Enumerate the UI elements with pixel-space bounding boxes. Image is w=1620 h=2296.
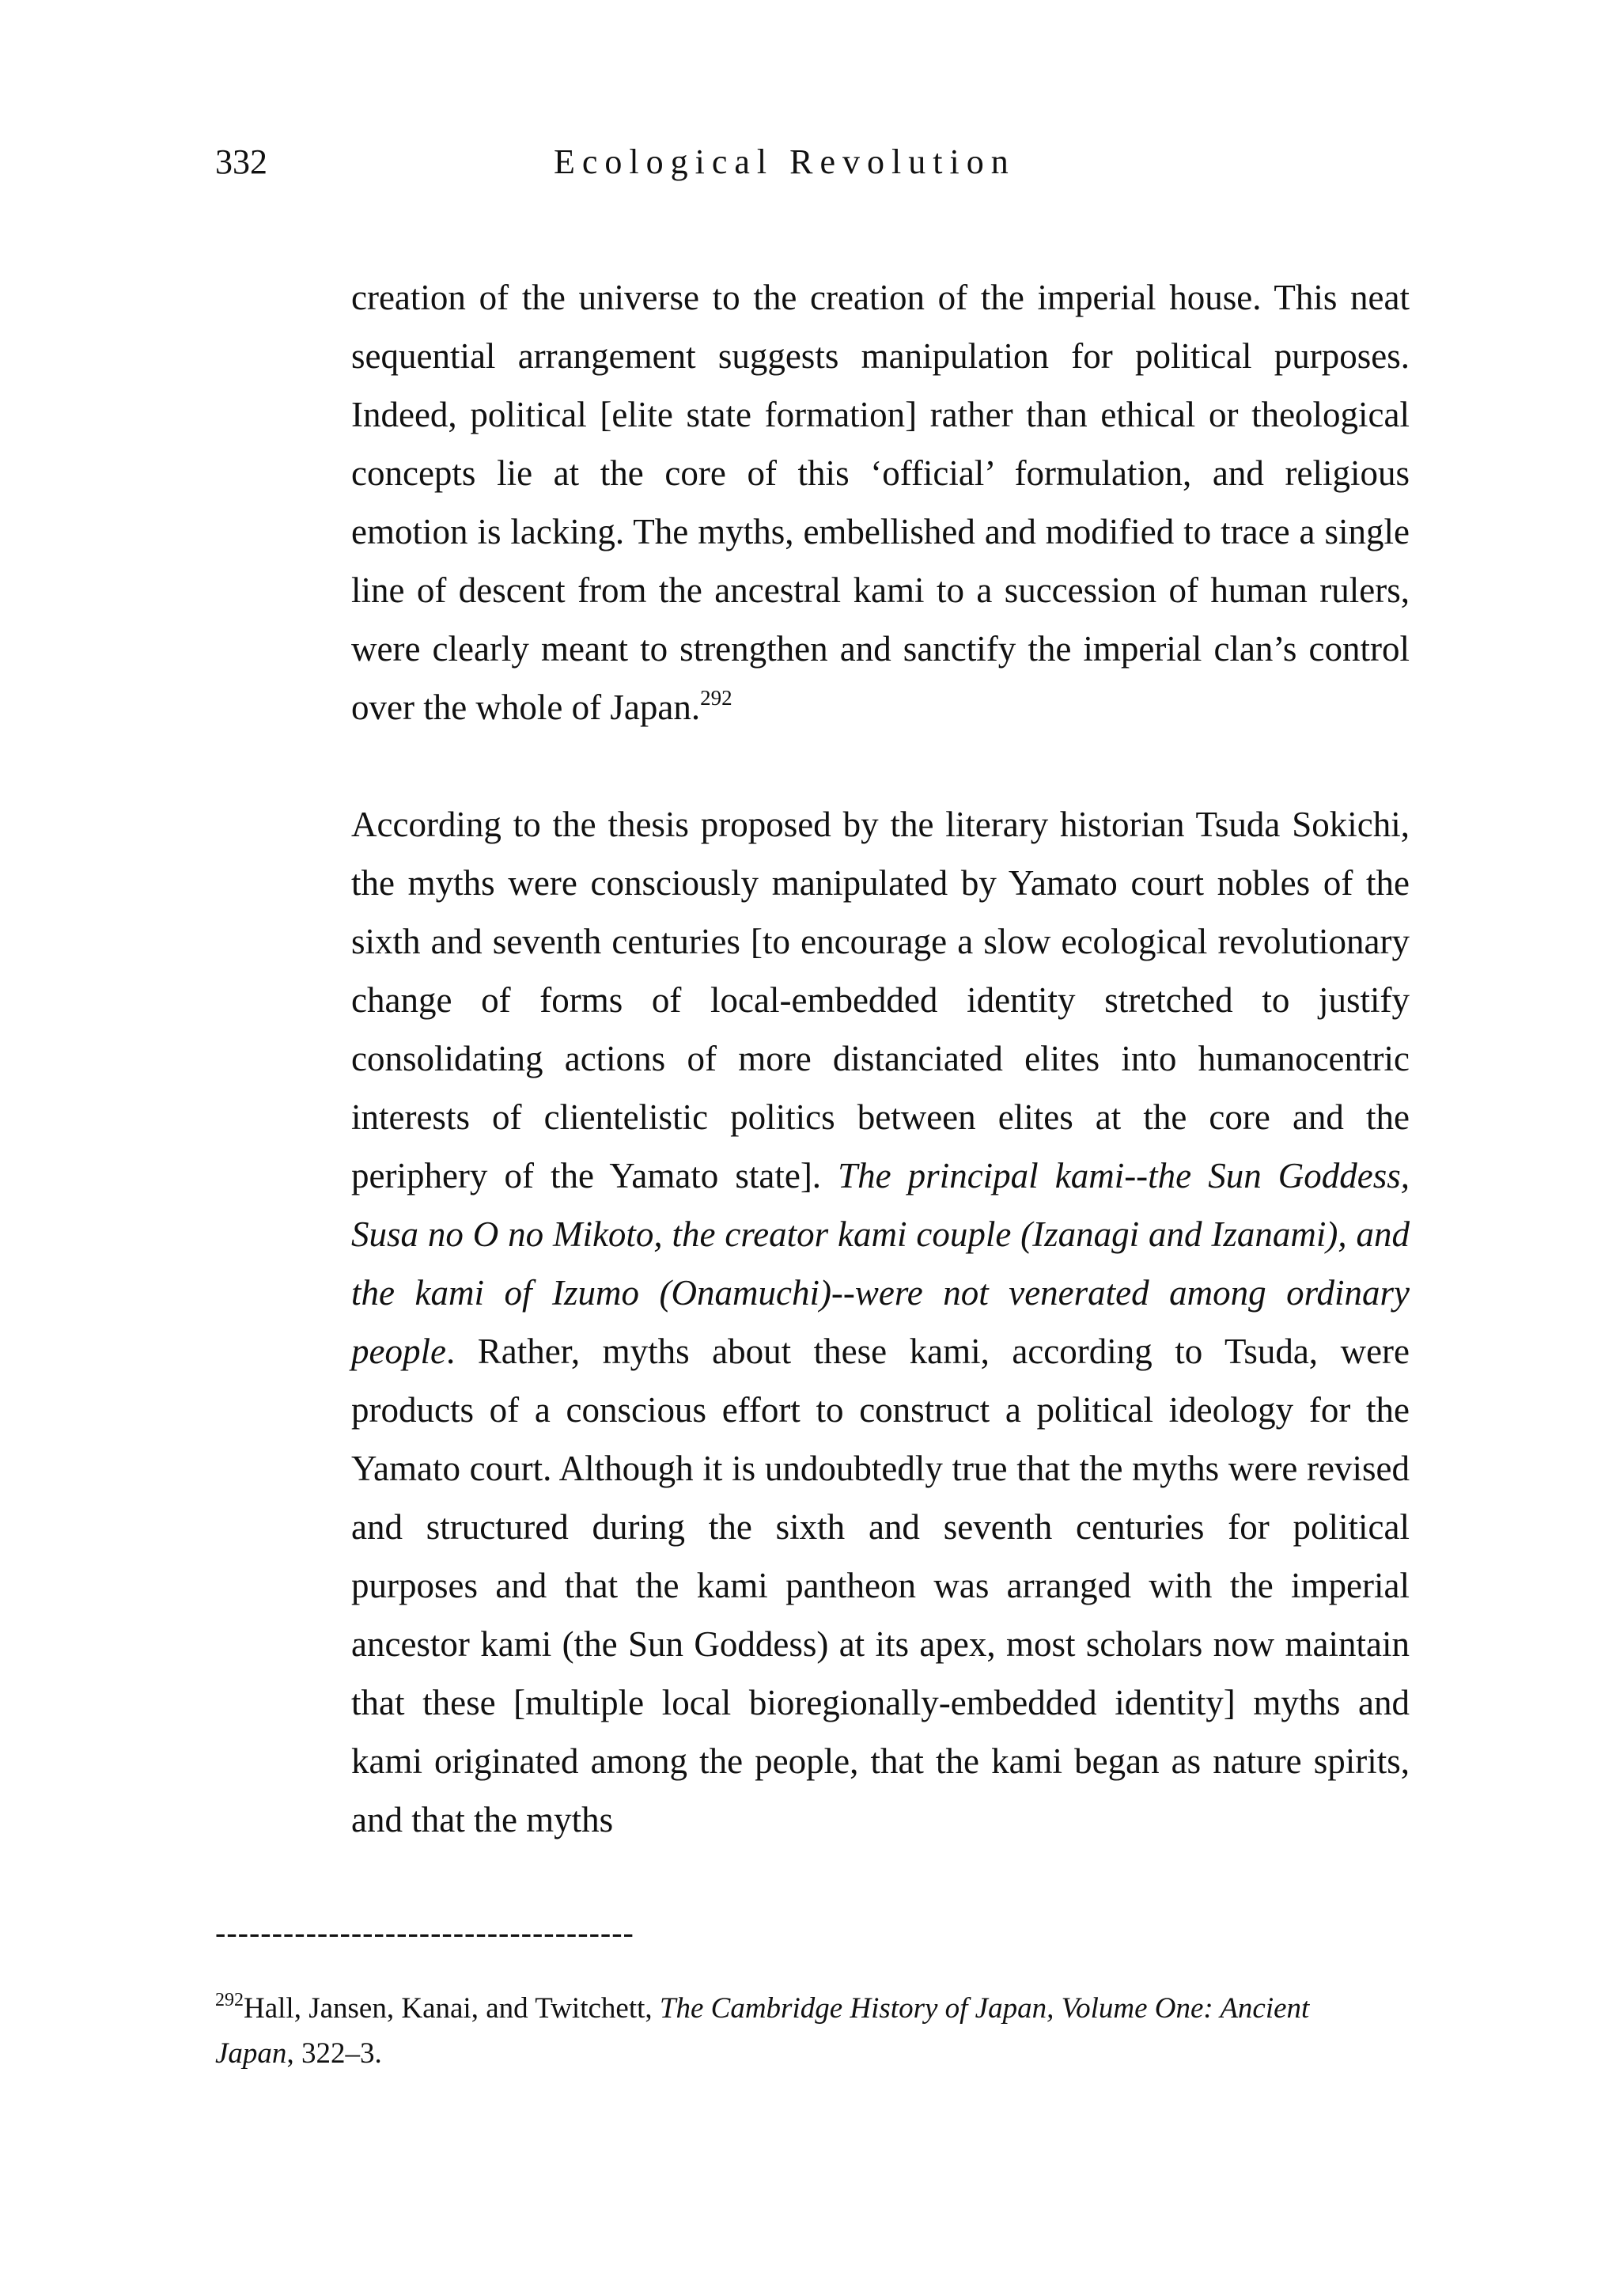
paragraph-2-text-before: According to the thesis proposed by the literary historian Tsuda Sokichi, the myths were consciously manipulated by Yamato court nobles of the sixth and seventh centuries [to encourage a slow ecological revolutionary change of forms of local-embedded identity stretched to justify consolidating actions of more distanciated elites into humanocentric interests of clientelistic politics between elites at the core and the periphery of the Yamato state]. xyxy=(351,805,1410,1195)
paragraph-1-text: creation of the universe to the creation of the imperial house. This neat sequential arrangement suggests manipulation for political purposes. Indeed, political [elite state formation] rather than ethical or theological concepts lie at the core of this ‘official’ formulation, and religious emotion is lacking. The myths, embellished and modified to trace a single line of descent from the ancestral kami to a succession of human rulers, were clearly meant to strengthen and sanctify the imperial clan’s control over the whole of Japan. xyxy=(351,278,1410,727)
paragraph-1 xyxy=(351,268,1410,737)
footnote-separator: ------------------------------------- xyxy=(215,1915,634,1950)
paragraph-2 xyxy=(351,795,1410,1849)
footnote-reference[interactable]: 292 xyxy=(700,686,732,710)
footnote xyxy=(215,1986,1370,2076)
footnote-authors: Hall, Jansen, Kanai, and Twitchett, xyxy=(244,1992,660,2025)
footnote-title: The Cambridge History of Japan, Volume One: Ancient Japan xyxy=(215,1992,1310,2070)
page-header xyxy=(215,135,1418,190)
running-title: Ecological Revolution xyxy=(554,142,1016,181)
paragraph-2-text-after: . Rather, myths about these kami, according to Tsuda, were products of a conscious effort to construct a political ideology for the Yamato court. Although it is undoubtedly true that the myths were revised and structured during the sixth and seventh centuries for political purposes and that the kami pantheon was arranged with the imperial ancestor kami (the Sun Goddess) at its apex, most scholars now maintain that these [multiple local bioregionally-embedded identity] myths and kami originated among the people, that the kami began as nature spirits, and that the myths xyxy=(351,1332,1410,1839)
body-text xyxy=(351,268,1410,1849)
page-number: 332 xyxy=(215,142,267,181)
footnote-number: 292 xyxy=(215,1990,244,2010)
footnote-pages: , 322–3. xyxy=(286,2037,382,2070)
paragraph-2-italic-text: The principal kami--the Sun Goddess, Susa no O no Mikoto, the creator kami couple (Izanagi and Izanami), and the kami of Izumo (Onamuchi)--were not venerated among ordinary people xyxy=(351,1156,1410,1371)
